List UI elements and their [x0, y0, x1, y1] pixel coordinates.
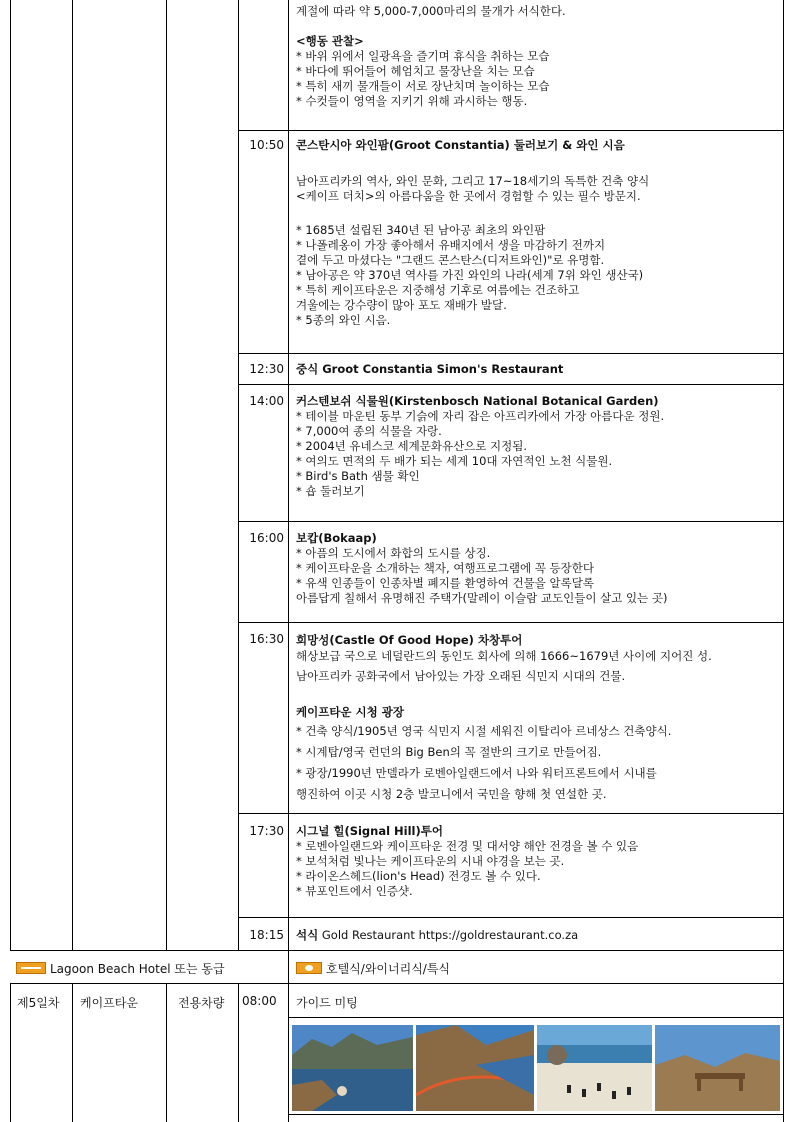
bullet-line: * 2004년 유네스코 세계문화유산으로 지정됨. — [296, 439, 528, 453]
bokaap-block — [296, 531, 779, 606]
bullet-line: * 7,000여 종의 식물을 자랑. — [296, 424, 442, 438]
dinner-block — [296, 928, 779, 943]
bullet-line: 행진하여 이곳 시청 2층 발코니에서 국민을 향해 첫 연설한 곳. — [296, 787, 607, 801]
text-line: 계절에 따라 약 5,000-7,000마리의 물개가 서식한다. — [296, 4, 566, 18]
time-1050: 10:50 — [249, 138, 284, 152]
bullet-line: * 남아공은 약 370년 역사를 가진 와인의 나라(세계 7위 와인 생산국) — [296, 268, 644, 282]
dining-icon — [296, 962, 322, 974]
day5-divider-1 — [72, 983, 73, 1122]
text-line: 남아프리카 공화국에서 남아있는 가장 오래된 식민지 시대의 건물. — [296, 669, 626, 683]
place-label: 케이프타운 — [80, 996, 138, 1010]
seal-watching-block — [296, 4, 779, 109]
time-1600: 16:00 — [249, 531, 284, 545]
bullet-line: * 숍 둘러보기 — [296, 484, 365, 498]
meal-cell — [296, 960, 450, 977]
restaurant-info: Gold Restaurant https://goldrestaurant.co.za — [321, 928, 579, 942]
bullet-line: * 특히 케이프타운은 지중해성 기후로 여름에는 건조하고 — [296, 283, 580, 297]
photo-box-bottom — [288, 1114, 784, 1115]
transport-label: 전용차량 — [178, 996, 225, 1010]
bullet-line: * 바위 위에서 일광욕을 즐기며 휴식을 취하는 모습 — [296, 49, 550, 63]
time-1230: 12:30 — [249, 362, 284, 376]
bullet-line: * 시계탑/영국 런던의 Big Ben의 꼭 절반의 크기로 만들어짐. — [296, 745, 602, 759]
bullet-line: * 아픔의 도시에서 화합의 도시를 상징. — [296, 546, 491, 560]
day5-divider-2 — [166, 983, 167, 1122]
item-title: 중식 Groot Constantia Simon's Restaurant — [296, 362, 564, 376]
bullet-line: 겨울에는 강수량이 많아 포도 재배가 발달. — [296, 298, 507, 312]
signal-hill-block — [296, 824, 779, 899]
border-left — [10, 0, 11, 950]
lunch-block — [296, 362, 779, 377]
row-sep — [238, 384, 784, 385]
bullet-line: * 라이온스헤드(lion's Head) 전경도 볼 수 있다. — [296, 869, 541, 883]
mountain-road-photo — [416, 1025, 534, 1111]
text-line: <케이프 더치>의 아름다움을 한 곳에서 경험할 수 있는 필수 방문지. — [296, 189, 641, 203]
time-1400: 14:00 — [249, 394, 284, 408]
time-1815: 18:15 — [249, 928, 284, 942]
border-right — [783, 0, 784, 1122]
item-title: 커스텐보쉬 식물원(Kirstenbosch National Botanical Garden) — [296, 394, 659, 408]
castle-block — [296, 632, 779, 802]
bullet-line: * 뷰포인트에서 인증샷. — [296, 884, 413, 898]
hotel-cell — [16, 960, 225, 977]
bullet-line: * 테이블 마운틴 동부 기슭에 자리 잡은 아프리카에서 가장 아름다운 정원. — [296, 409, 665, 423]
section-heading: 케이프타운 시청 광장 — [296, 705, 404, 719]
item-title: 시그널 힐(Signal Hill)투어 — [296, 824, 443, 838]
bullet-line: 곁에 두고 마셨다는 "그랜드 콘스탄스(디저트와인)"로 유명함. — [296, 253, 605, 267]
spacer — [296, 153, 779, 168]
bullet-line: * 바다에 뛰어들어 헤엄치고 물장난을 치는 모습 — [296, 64, 535, 78]
day5-divider-3 — [238, 983, 239, 1122]
day-label: 제5일차 — [17, 996, 60, 1010]
bullet-line: * 보석처럼 빛나는 케이프타운의 시내 야경을 보는 곳. — [296, 854, 565, 868]
row-sep — [238, 521, 784, 522]
column-divider-4 — [288, 0, 289, 1122]
activity-label: 가이드 미팅 — [296, 996, 358, 1010]
row-sep — [10, 983, 784, 984]
bullet-line: 아름답게 칠해서 유명해진 주택가(말레이 이슬람 교도인들이 살고 있는 곳) — [296, 591, 668, 605]
hotel-name: Lagoon Beach Hotel 또는 동급 — [50, 962, 225, 976]
bullet-line: * 여의도 면적의 두 배가 되는 세계 10대 자연적인 노천 식물원. — [296, 454, 613, 468]
bullet-line: * 유색 인종들이 인종차별 폐지를 환영하여 건물을 알록달록 — [296, 576, 594, 590]
spacer — [296, 19, 779, 34]
row-sep — [238, 813, 784, 814]
meal-info: 호텔식/와이너리식/특식 — [326, 962, 451, 976]
item-title: 석식 — [296, 928, 319, 942]
row-sep — [238, 130, 784, 131]
bullet-line: * 1685년 설립된 340년 된 남아공 최초의 와인팜 — [296, 223, 546, 237]
bullet-line: * 케이프타운을 소개하는 책자, 여행프로그램에 꼭 등장한다 — [296, 561, 594, 575]
item-title: 보캅(Bokaap) — [296, 531, 377, 545]
penguin-beach-photo — [537, 1025, 652, 1111]
section-heading: <행동 관찰> — [296, 34, 364, 48]
bullet-line: * 5종의 와인 시음. — [296, 313, 391, 327]
time-0800: 08:00 — [242, 994, 277, 1008]
bullet-line: * 나폴레옹이 가장 좋아해서 유배지에서 생을 마감하기 전까지 — [296, 238, 606, 252]
column-divider-3 — [238, 0, 239, 950]
column-divider-1 — [72, 0, 73, 950]
kirstenbosch-block — [296, 394, 779, 499]
item-title: 희망성(Castle Of Good Hope) 차창투어 — [296, 633, 523, 647]
bullet-line: * Bird's Bath 샘물 확인 — [296, 469, 420, 483]
bullet-line: * 수컷들이 영역을 지키기 위해 과시하는 행동. — [296, 94, 528, 108]
row-sep — [10, 950, 784, 951]
time-1730: 17:30 — [249, 824, 284, 838]
item-title: 콘스탄시아 와인팜(Groot Constantia) 둘러보기 & 와인 시음 — [296, 138, 625, 152]
text-line: 남아프리카의 역사, 와인 문화, 그리고 17~18세기의 독특한 건축 양식 — [296, 174, 650, 188]
bullet-line: * 광장/1990년 만델라가 로벤아일랜드에서 나와 워터프론트에서 시내를 — [296, 766, 657, 780]
column-divider-2 — [166, 0, 167, 950]
day5-divider-left — [10, 983, 11, 1122]
row-sep — [238, 622, 784, 623]
bullet-line: * 건축 양식/1905년 영국 식민지 시절 세워진 이탈리아 르네상스 건축양식. — [296, 724, 672, 738]
row-sep — [238, 353, 784, 354]
row-sep — [288, 1017, 784, 1018]
text-line: 해상보급 국으로 네덜란드의 동인도 회사에 의해 1666~1679년 사이에 지어진 성. — [296, 649, 712, 663]
bullet-line: * 특히 새끼 물개들이 서로 장난치며 놀이하는 모습 — [296, 79, 550, 93]
constantia-block — [296, 138, 779, 328]
bullet-line: * 로벤아일랜드와 케이프타운 전경 및 대서양 해안 전경을 볼 수 있음 — [296, 839, 639, 853]
coastal-bay-photo — [292, 1025, 413, 1111]
time-1630: 16:30 — [249, 632, 284, 646]
spacer — [296, 684, 779, 704]
cape-point-bench-photo — [655, 1025, 780, 1111]
row-sep — [238, 917, 784, 918]
bed-icon — [16, 962, 46, 974]
spacer — [296, 204, 779, 219]
